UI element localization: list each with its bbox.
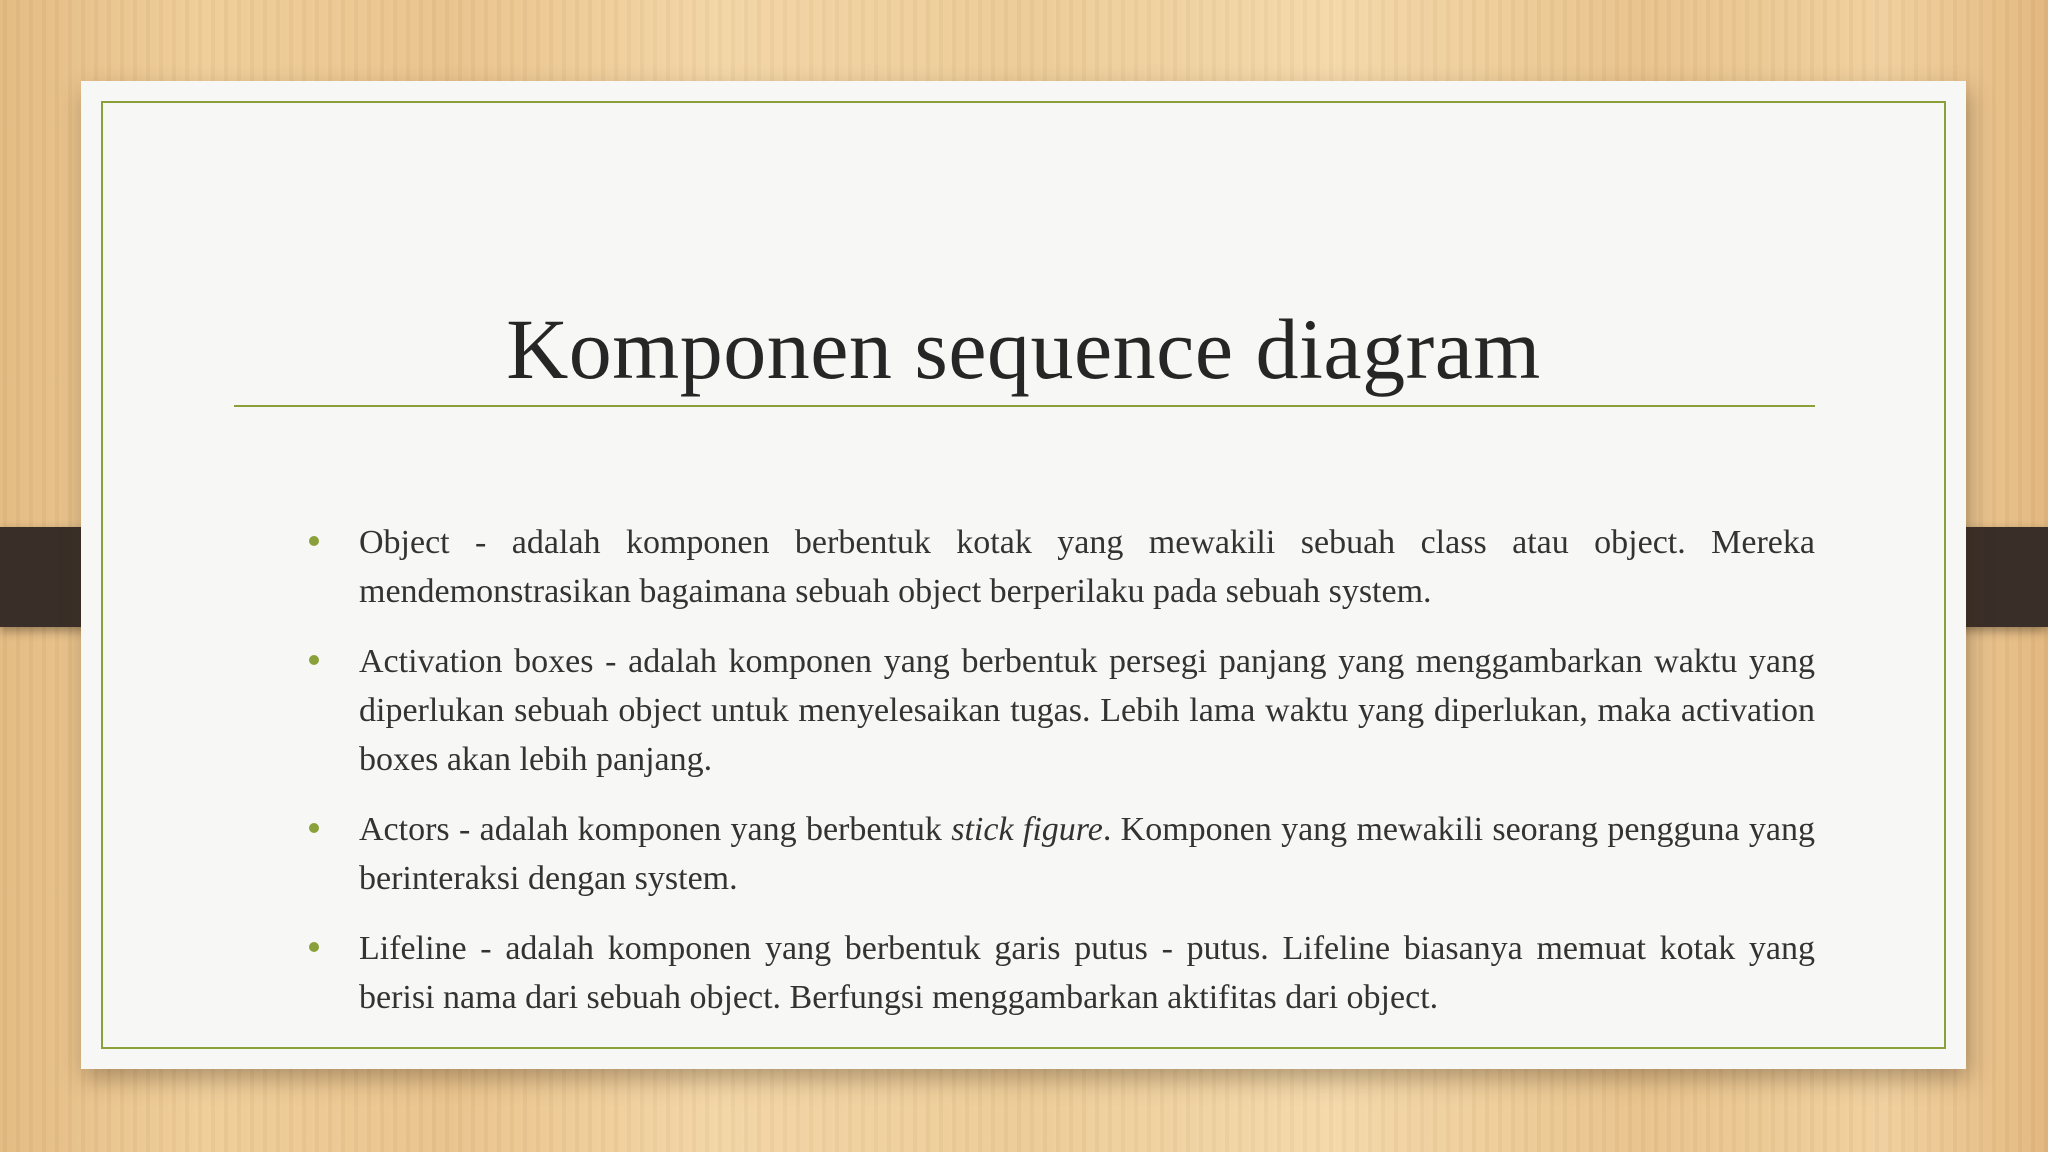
bullet-item-actors (359, 805, 1815, 903)
bullet-list (359, 518, 1815, 1043)
bullet-dot-icon (309, 942, 319, 952)
title-divider (234, 405, 1815, 407)
bullet-text-after: . Komponen yang mewakili seorang pengguna yang berinteraksi dengan system. (359, 811, 1815, 897)
bullet-item-lifeline (359, 924, 1815, 1022)
bullet-item-object (359, 518, 1815, 616)
bullet-dot-icon (309, 536, 319, 546)
slide (81, 81, 1966, 1069)
bullet-text-before: Actors - adalah komponen yang berbentuk (359, 811, 952, 848)
slide-title: Komponen sequence diagram (506, 301, 1541, 397)
bullet-item-activation-boxes (359, 637, 1815, 784)
bullet-text-italic: stick figure (951, 811, 1103, 848)
bullet-dot-icon (309, 655, 319, 665)
bullet-text: Lifeline - adalah komponen yang berbentuk garis putus - putus. Lifeline biasanya memuat kotak yang berisi nama dari sebuah object. Berfungsi menggambarkan aktifitas dari object. (359, 930, 1815, 1016)
bullet-dot-icon (309, 823, 319, 833)
bullet-text: Object - adalah komponen berbentuk kotak yang mewakili sebuah class atau object. Mereka mendemonstrasikan bagaimana sebuah object berperilaku pada sebuah system. (359, 524, 1815, 610)
bullet-text: Activation boxes - adalah komponen yang berbentuk persegi panjang yang menggambarkan waktu yang diperlukan sebuah object untuk menyelesaikan tugas. Lebih lama waktu yang diperlukan, maka activation boxes akan lebih panjang. (359, 643, 1815, 778)
